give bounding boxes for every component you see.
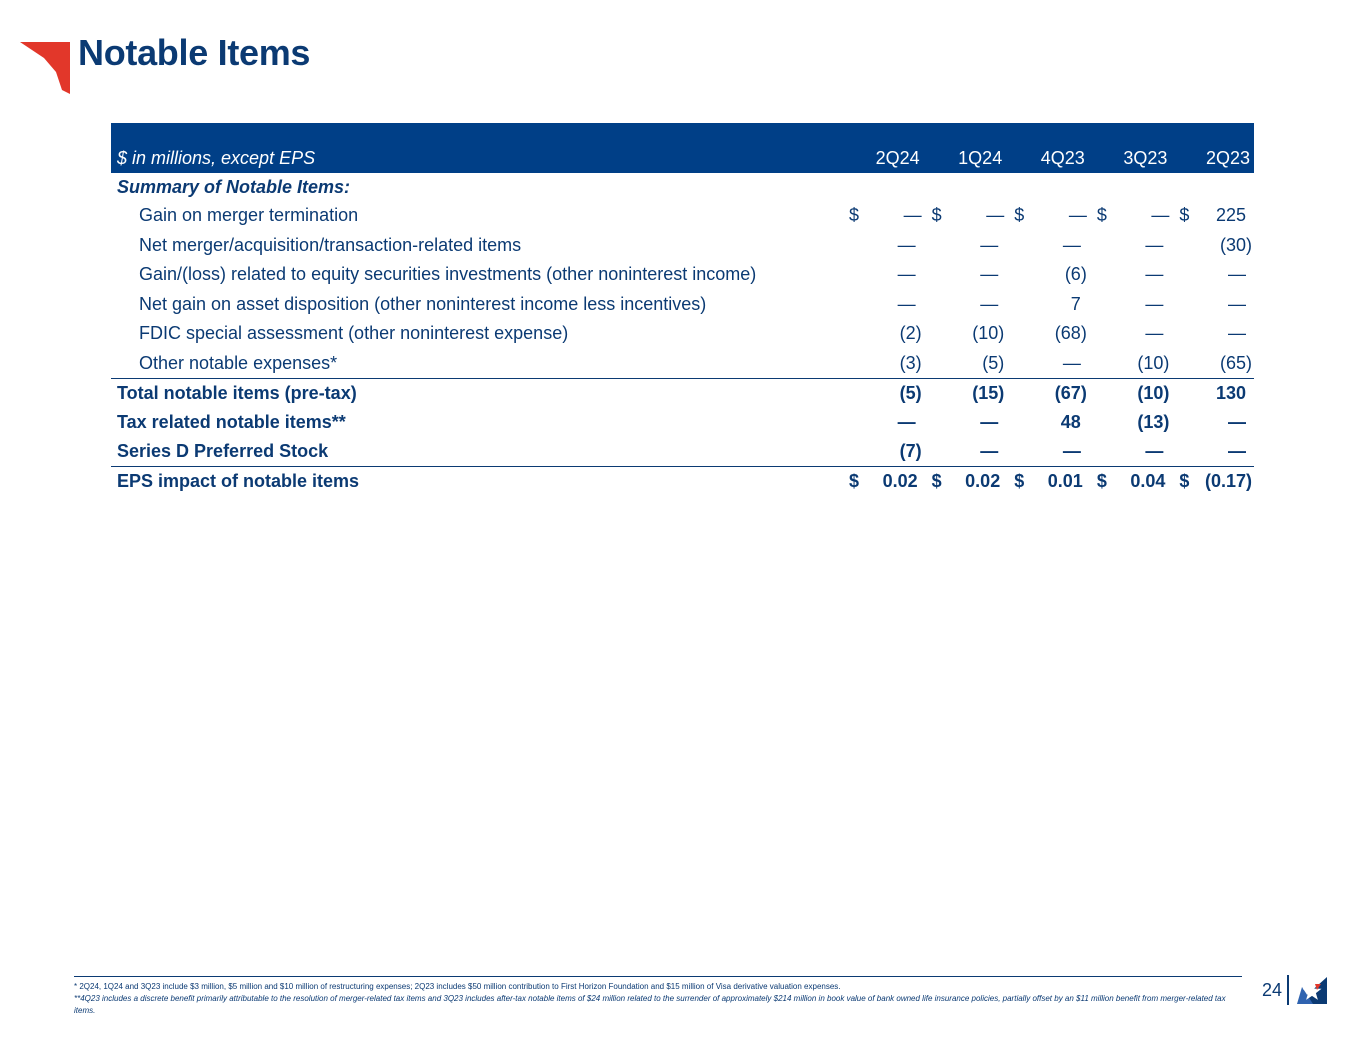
- table-cell: —: [1145, 293, 1164, 314]
- table-cell: (10): [972, 323, 1005, 344]
- table-cell: —: [980, 441, 999, 461]
- table-row: [111, 319, 1254, 349]
- table-cell: 130: [1215, 383, 1246, 403]
- row-label: Tax related notable items**: [117, 412, 346, 432]
- table-cell: —: [1228, 264, 1246, 285]
- table-cell: —: [1228, 323, 1246, 344]
- column-header: 4Q23: [1040, 148, 1085, 168]
- table-cell: $ (0.17): [1179, 471, 1252, 491]
- table-cell: (5): [899, 383, 922, 403]
- table-row: [111, 201, 1254, 231]
- total-row: [111, 437, 1254, 466]
- column-header: 1Q24: [958, 148, 1003, 168]
- header-label: $ in millions, except EPS: [117, 148, 316, 168]
- table-cell: (3): [899, 352, 922, 373]
- table-cell: —: [1145, 323, 1164, 344]
- table-cell: —: [1145, 264, 1164, 285]
- table-cell: $ 0.02: [931, 471, 1001, 491]
- table-cell: —: [1228, 293, 1246, 314]
- table-cell: —: [1145, 441, 1164, 461]
- footnotes: [74, 976, 1242, 1017]
- table-cell: $ 0.01: [1014, 471, 1083, 491]
- page-divider: [1287, 975, 1289, 1005]
- table-cell: (6): [1064, 264, 1087, 285]
- table-row: [111, 231, 1254, 261]
- page-number: 24: [1261, 980, 1282, 1000]
- table-cell: $ —: [849, 205, 922, 226]
- row-label: Total notable items (pre-tax): [117, 383, 357, 403]
- section-header-row: [111, 173, 1254, 201]
- table-cell: (2): [899, 323, 922, 344]
- column-header: 3Q23: [1123, 148, 1168, 168]
- table-cell: —: [897, 264, 916, 285]
- table-cell: (65): [1219, 352, 1252, 373]
- table-cell: $ —: [931, 205, 1005, 226]
- table-cell: (67): [1054, 383, 1087, 403]
- table-cell: —: [897, 412, 916, 432]
- table-cell: —: [1228, 412, 1246, 432]
- table-cell: (5): [982, 352, 1005, 373]
- table-cell: (13): [1137, 412, 1170, 432]
- row-label: Gain on merger termination: [139, 205, 359, 226]
- row-label: FDIC special assessment (other noninterest expense): [139, 323, 569, 344]
- row-label: Other notable expenses*: [139, 352, 338, 373]
- table-cell: 48: [1060, 412, 1081, 432]
- first-horizon-star-icon: [1297, 977, 1327, 1004]
- table-cell: (7): [899, 441, 922, 461]
- table-cell: —: [1145, 234, 1164, 255]
- table-cell: $ —: [1014, 205, 1087, 226]
- column-header: 2Q23: [1205, 148, 1250, 168]
- eps-row: [111, 466, 1254, 496]
- row-label: Gain/(loss) related to equity securities investments (other noninterest income): [139, 264, 757, 285]
- table-cell: $ —: [1096, 205, 1170, 226]
- table-cell: —: [897, 293, 916, 314]
- table-cell: —: [980, 264, 999, 285]
- table-cell: (30): [1219, 234, 1252, 255]
- footnote-tax: **4Q23 includes a discrete benefit primarily attributable to the resolution of merger-related tax items and 3Q23 includes after-tax notable items of $24 million related to the surrender of approximately $214 million in book value of bank owned life insurance policies, partially offset by an $11 million benefit from merger-related tax items.: [74, 994, 1226, 1015]
- row-label: EPS impact of notable items: [117, 471, 360, 491]
- page-title: Notable Items: [78, 32, 311, 73]
- table-cell: —: [897, 234, 916, 255]
- table-cell: (68): [1054, 323, 1087, 344]
- table-cell: (15): [972, 383, 1005, 403]
- table-cell: —: [980, 412, 999, 432]
- table-cell: $ 0.02: [849, 471, 918, 491]
- table-cell: $ 0.04: [1096, 471, 1166, 491]
- table-cell: —: [980, 234, 999, 255]
- table-row: [111, 260, 1254, 290]
- table-row: [111, 349, 1254, 379]
- section-title: Summary of Notable Items:: [117, 176, 351, 197]
- table-header: [111, 123, 1254, 173]
- row-label: Net gain on asset disposition (other noninterest income less incentives): [139, 293, 707, 314]
- table-cell: —: [1228, 441, 1246, 461]
- table-cell: $ 225: [1179, 205, 1246, 226]
- column-header: 2Q24: [875, 148, 920, 168]
- notable-items-table: [111, 123, 1254, 496]
- table-cell: —: [1062, 352, 1081, 373]
- table-cell: —: [1062, 234, 1081, 255]
- total-row: [111, 378, 1254, 408]
- corner-logo-icon: [20, 40, 72, 94]
- table-cell: (10): [1137, 383, 1170, 403]
- table-cell: —: [980, 293, 999, 314]
- table-cell: 7: [1070, 293, 1081, 314]
- total-row: [111, 408, 1254, 437]
- table-cell: (10): [1137, 352, 1170, 373]
- footnote-restructuring: * 2Q24, 1Q24 and 3Q23 include $3 million, $5 million and $10 million of restructuring expenses; 2Q23 includes $50 million contribution to First Horizon Foundation and $15 million of Visa derivative valuation expenses.: [74, 982, 841, 991]
- row-label: Series D Preferred Stock: [117, 441, 329, 461]
- table-cell: —: [1062, 441, 1081, 461]
- table-row: [111, 290, 1254, 320]
- row-label: Net merger/acquisition/transaction-related items: [139, 234, 522, 255]
